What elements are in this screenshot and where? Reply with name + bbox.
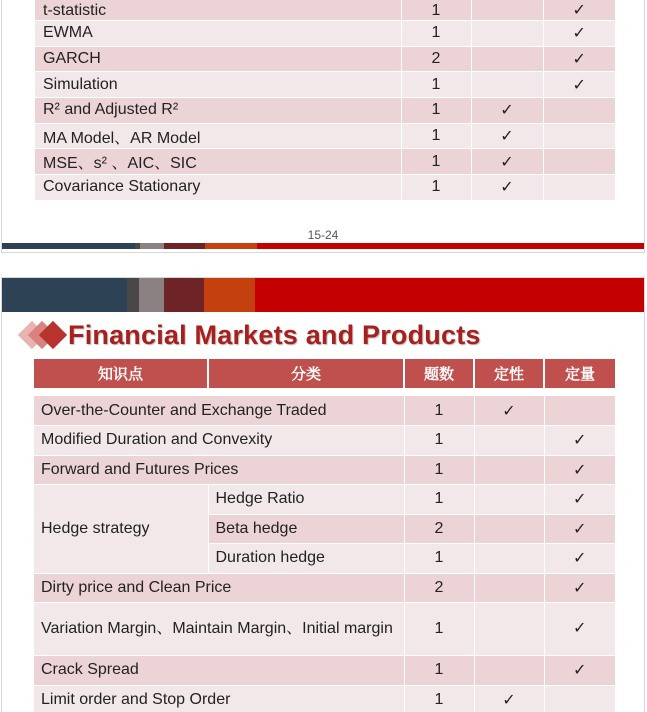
table-row — [34, 573, 615, 603]
count-cell: 1 — [401, 98, 471, 124]
quantitative-check — [544, 685, 615, 712]
header-count: 题数 — [404, 359, 474, 388]
quantitative-check — [543, 149, 615, 175]
table-row — [35, 46, 615, 72]
count-cell: 1 — [404, 426, 474, 456]
quantitative-check: ✓ — [544, 514, 615, 544]
diamond-bullet-icon — [20, 318, 68, 352]
bar-segment-red — [255, 278, 644, 312]
table-row — [35, 98, 615, 124]
qualitative-check: ✓ — [474, 396, 544, 426]
table-row — [34, 455, 615, 485]
topic-cell: R² and Adjusted R² — [35, 98, 401, 124]
quantitative-check: ✓ — [544, 573, 615, 603]
bar-segment-maroon — [164, 243, 205, 249]
quantitative-check — [543, 123, 615, 149]
qualitative-check: ✓ — [474, 685, 544, 712]
count-cell: 1 — [404, 544, 474, 574]
bar-segment-gray — [140, 243, 164, 249]
quantitative-check: ✓ — [543, 46, 615, 72]
quantitative-check: ✓ — [543, 0, 615, 21]
topic-cell: Crack Spread — [34, 656, 404, 686]
count-cell: 1 — [401, 21, 471, 47]
topic-cell: Modified Duration and Convexity — [34, 426, 404, 456]
qualitative-check — [471, 46, 543, 72]
bar-segment-red — [257, 243, 644, 249]
table-row — [34, 426, 615, 456]
quantitative-check: ✓ — [544, 544, 615, 574]
topic-cell: Simulation — [35, 72, 401, 98]
topic-cell: Covariance Stationary — [35, 175, 401, 201]
table-row — [34, 603, 615, 656]
table-row — [35, 123, 615, 149]
header-quantitative: 定量 — [544, 359, 615, 388]
quantitative-check — [544, 396, 615, 426]
count-cell: 1 — [404, 656, 474, 686]
topic-cell: Variation Margin、Maintain Margin、Initial margin — [34, 603, 404, 656]
quantitative-check — [543, 98, 615, 124]
spacer-row — [34, 388, 615, 396]
category-cell: Beta hedge — [208, 514, 404, 544]
topic-cell: GARCH — [35, 46, 401, 72]
page-number: 15-24 — [307, 228, 339, 242]
count-cell: 1 — [404, 685, 474, 712]
qualitative-check — [471, 0, 543, 21]
qualitative-check — [471, 21, 543, 47]
count-cell: 1 — [404, 603, 474, 656]
quantitative-check — [543, 175, 615, 201]
slide-title: Financial Markets and Products — [68, 319, 481, 350]
header-qualitative: 定性 — [474, 359, 544, 388]
quantitative-check: ✓ — [544, 455, 615, 485]
bar-segment-dark-gray — [127, 278, 139, 312]
bar-segment-navy — [2, 243, 135, 249]
qualitative-check: ✓ — [471, 175, 543, 201]
count-cell: 1 — [401, 0, 471, 21]
count-cell: 1 — [401, 72, 471, 98]
qualitative-check: ✓ — [471, 149, 543, 175]
qualitative-check — [474, 603, 544, 656]
count-cell: 1 — [404, 396, 474, 426]
topic-cell: Over-the-Counter and Exchange Traded — [34, 396, 404, 426]
topics-table-previous — [35, 0, 615, 201]
header-topic: 知识点 — [34, 359, 208, 388]
qualitative-check — [471, 72, 543, 98]
qualitative-check — [474, 573, 544, 603]
count-cell: 1 — [404, 485, 474, 515]
topic-cell: MA Model、AR Model — [35, 123, 401, 149]
table-row — [35, 149, 615, 175]
topic-cell: Dirty price and Clean Price — [34, 573, 404, 603]
topic-cell-hedge-strategy: Hedge strategy — [34, 485, 208, 574]
bar-segment-orange — [205, 243, 257, 249]
count-cell: 1 — [401, 149, 471, 175]
title-row — [20, 318, 481, 352]
table-row — [34, 396, 615, 426]
quantitative-check: ✓ — [544, 656, 615, 686]
count-cell: 2 — [401, 46, 471, 72]
count-cell: 2 — [404, 573, 474, 603]
table-row — [34, 485, 615, 515]
count-cell: 1 — [404, 455, 474, 485]
slide-previous — [1, 0, 645, 253]
count-cell: 2 — [404, 514, 474, 544]
qualitative-check — [474, 485, 544, 515]
bar-segment-navy — [2, 278, 127, 312]
qualitative-check — [474, 514, 544, 544]
bar-segment-gray — [139, 278, 164, 312]
table-row — [35, 72, 615, 98]
topic-cell: EWMA — [35, 21, 401, 47]
quantitative-check: ✓ — [544, 426, 615, 456]
quantitative-check: ✓ — [544, 603, 615, 656]
category-cell: Duration hedge — [208, 544, 404, 574]
topic-cell: Limit order and Stop Order — [34, 685, 404, 712]
qualitative-check — [474, 426, 544, 456]
qualitative-check — [474, 455, 544, 485]
header-category: 分类 — [208, 359, 404, 388]
qualitative-check — [474, 544, 544, 574]
qualitative-check — [474, 656, 544, 686]
topic-cell: Forward and Futures Prices — [34, 455, 404, 485]
table-row — [35, 21, 615, 47]
topics-table — [34, 359, 615, 712]
footer-color-bar — [2, 243, 644, 249]
topic-cell: MSE、s² 、AIC、SIC — [35, 149, 401, 175]
table-header-row — [34, 359, 615, 388]
bar-segment-maroon — [164, 278, 204, 312]
table-row — [35, 0, 615, 21]
table-row — [34, 685, 615, 712]
qualitative-check: ✓ — [471, 123, 543, 149]
quantitative-check: ✓ — [544, 485, 615, 515]
count-cell: 1 — [401, 175, 471, 201]
table-row — [35, 175, 615, 201]
qualitative-check: ✓ — [471, 98, 543, 124]
topic-cell: t-statistic — [35, 0, 401, 21]
slide-financial-markets — [1, 277, 645, 712]
table-row — [34, 656, 615, 686]
header-color-bar — [2, 278, 644, 312]
quantitative-check: ✓ — [543, 21, 615, 47]
bar-segment-orange — [204, 278, 255, 312]
quantitative-check: ✓ — [543, 72, 615, 98]
count-cell: 1 — [401, 123, 471, 149]
category-cell: Hedge Ratio — [208, 485, 404, 515]
